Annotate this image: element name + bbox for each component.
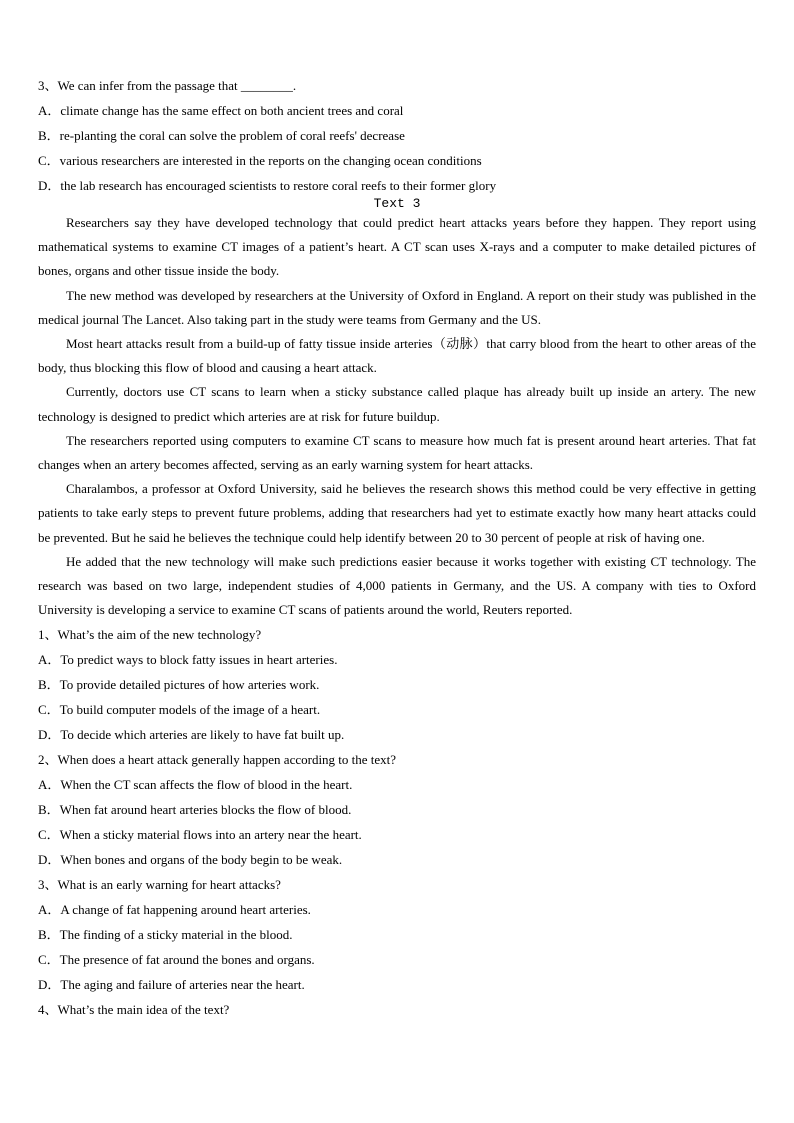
option-d: D．The aging and failure of arteries near the heart. bbox=[38, 977, 305, 993]
question-2 bbox=[38, 747, 756, 872]
option-b: B．The finding of a sticky material in the blood. bbox=[38, 927, 293, 943]
option-a: A．When the CT scan affects the flow of blood in the heart. bbox=[38, 777, 353, 793]
paragraph: Researchers say they have developed technology that could predict heart attacks years before they happen. They report using mathematical systems to examine CT images of a patient’s heart. A CT scan uses X-rays and a computer to make detailed pictures of bones, organs and other tissue inside the body. bbox=[38, 215, 756, 279]
option-b: B．re-planting the coral can solve the problem of coral reefs' decrease bbox=[38, 128, 405, 143]
question-stem: 3、We can infer from the passage that ________. bbox=[38, 78, 297, 93]
option-d: D．the lab research has encouraged scientists to restore coral reefs to their former glory bbox=[38, 178, 497, 193]
option-b: B．To provide detailed pictures of how arteries work. bbox=[38, 677, 320, 693]
document-page bbox=[38, 73, 756, 1022]
option-d: D．When bones and organs of the body begin to be weak. bbox=[38, 852, 343, 868]
paragraph: Currently, doctors use CT scans to learn when a sticky substance called plaque has already built up inside an artery. The new technology is designed to predict which arteries are at risk for future buildup. bbox=[38, 384, 756, 424]
option-c: C．various researchers are interested in the reports on the changing ocean conditions bbox=[38, 153, 482, 168]
question-stem: 1、What’s the aim of the new technology? bbox=[38, 627, 262, 643]
question-stem: 3、What is an early warning for heart attacks? bbox=[38, 877, 281, 893]
option-c: C．The presence of fat around the bones and organs. bbox=[38, 952, 315, 968]
questions bbox=[38, 622, 756, 1022]
section-title: Text 3 bbox=[373, 196, 421, 211]
option-a: A．climate change has the same effect on both ancient trees and coral bbox=[38, 103, 404, 118]
question-stem: 2、When does a heart attack generally happen according to the text? bbox=[38, 752, 397, 768]
option-c: C．To build computer models of the image of a heart. bbox=[38, 702, 321, 718]
paragraph: Most heart attacks result from a build-up of fatty tissue inside arteries（动脉）that carry blood from the heart to other areas of the body, thus blocking this flow of blood and causing a heart attack. bbox=[38, 336, 756, 376]
option-a: A．A change of fat happening around heart arteries. bbox=[38, 902, 311, 918]
paragraph: The researchers reported using computers to examine CT scans to measure how much fat is present around heart arteries. That fat changes when an artery becomes affected, serving as an early warning system for heart attacks. bbox=[38, 432, 756, 473]
paragraph: The new method was developed by researchers at the University of Oxford in England. A report on their study was published in the medical journal The Lancet. Also taking part in the study were teams from Germany and the US. bbox=[38, 287, 756, 327]
option-c: C．When a sticky material flows into an artery near the heart. bbox=[38, 827, 362, 843]
passage bbox=[38, 211, 756, 622]
paragraph: He added that the new technology will make such predictions easier because it works together with existing CT technology. The research was based on two large, independent studies of 4,000 patients in Germany, and the US. A company with ties to Oxford University is developing a service to examine CT scans of patients around the world, Reuters reported. bbox=[38, 553, 756, 618]
question-stem: 4、What’s the main idea of the text? bbox=[38, 1002, 230, 1018]
previous-question bbox=[38, 73, 756, 198]
option-d: D．To decide which arteries are likely to have fat built up. bbox=[38, 727, 345, 743]
paragraph: Charalambos, a professor at Oxford University, said he believes the research shows this method could be very effective in getting patients to take early steps to prevent future problems, adding that researchers had yet to estimate exactly how many heart attacks could be prevented. But he said he believes the technique could help identify between 20 to 30 percent of people at risk of having one. bbox=[38, 481, 756, 545]
option-b: B．When fat around heart arteries blocks the flow of blood. bbox=[38, 802, 352, 818]
option-a: A．To predict ways to block fatty issues in heart arteries. bbox=[38, 652, 338, 668]
question-1 bbox=[38, 622, 756, 747]
question-3 bbox=[38, 872, 756, 997]
question-4 bbox=[38, 997, 756, 1022]
